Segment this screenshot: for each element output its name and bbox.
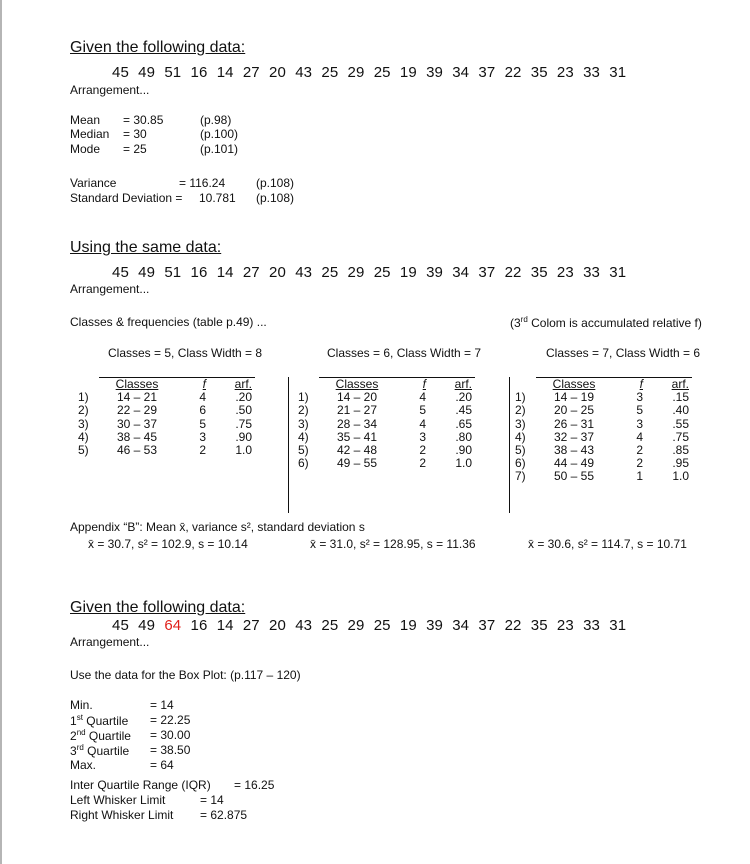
- table-row: [295, 391, 475, 404]
- frequency: 4: [636, 429, 643, 444]
- row-index: 3): [78, 416, 89, 431]
- frequency: 2: [419, 456, 426, 471]
- accum-rel-freq: .40: [672, 403, 689, 418]
- iqr-value: = 16.25: [234, 778, 275, 792]
- boxplot-stat-label: Max.: [70, 758, 97, 772]
- data-value: 31: [609, 64, 627, 81]
- frequency: 3: [636, 416, 643, 431]
- data-value: 51: [164, 64, 182, 81]
- data-value: 49: [138, 64, 156, 81]
- table-header-1: f: [612, 378, 646, 392]
- row-index: 4): [298, 429, 309, 444]
- row-index: 4): [515, 429, 526, 444]
- data-value: 27: [242, 617, 260, 634]
- table-row: [512, 457, 692, 470]
- data-value: 64: [164, 617, 182, 634]
- row-index: 5): [515, 443, 526, 458]
- row-index: 5): [298, 443, 309, 458]
- variance-value: = 116.24: [179, 176, 226, 190]
- data-value: 19: [399, 617, 417, 634]
- class-range: 38 – 43: [553, 443, 595, 458]
- class-range: 46 – 53: [116, 443, 158, 458]
- median-ref: (p.100): [200, 127, 239, 141]
- accum-rel-freq: .80: [455, 429, 472, 444]
- class-range: 22 – 29: [116, 403, 158, 418]
- boxplot-stat-value: = 22.25: [150, 713, 191, 727]
- accum-rel-freq: .15: [672, 390, 689, 405]
- data-value: 33: [583, 264, 600, 281]
- boxplot-stat-value: = 64: [150, 758, 174, 772]
- mean-ref: (p.98): [200, 113, 232, 127]
- table-header-1: f: [395, 378, 429, 392]
- table2-title: Classes = 6, Class Width = 7: [327, 346, 482, 360]
- table-row: [75, 404, 255, 417]
- row-index: 6): [515, 456, 526, 471]
- data-value: 39: [426, 617, 443, 634]
- class-range: 14 – 20: [336, 390, 378, 405]
- data-value: 31: [609, 617, 627, 634]
- data-value: 37: [478, 64, 496, 81]
- frequency: 5: [419, 403, 426, 418]
- accum-rel-freq: 1.0: [235, 443, 252, 458]
- data-value: 51: [164, 264, 182, 281]
- table-row: [512, 431, 692, 444]
- class-range: 21 – 27: [336, 403, 378, 418]
- table-header-0: Classes: [99, 378, 175, 392]
- section1-heading: Given the following data:: [70, 39, 246, 56]
- row-index: 6): [298, 456, 309, 471]
- table-row: [75, 418, 255, 431]
- data-value: 25: [373, 64, 391, 81]
- data-value: 22: [504, 64, 522, 81]
- accum-rel-freq: .65: [455, 416, 472, 431]
- left-whisker-label: Left Whisker Limit: [70, 793, 166, 807]
- data-value: 34: [452, 617, 470, 634]
- frequency: 6: [199, 403, 206, 418]
- data-value: 35: [530, 264, 548, 281]
- classes-intro: Classes & frequencies (table p.49) ...: [70, 315, 267, 329]
- data-value: 23: [556, 264, 574, 281]
- section3-arrangement: Arrangement...: [70, 635, 150, 649]
- boxplot-stat-label: 1st Quartile: [70, 713, 129, 728]
- data-value: 20: [269, 617, 286, 634]
- class-range: 42 – 48: [336, 443, 378, 458]
- data-value: 19: [399, 264, 417, 281]
- data-value: 45: [112, 264, 129, 281]
- data-value: 37: [478, 617, 496, 634]
- variance-ref: (p.108): [256, 176, 295, 190]
- section2-heading: Using the same data:: [70, 239, 222, 256]
- class-range: 20 – 25: [553, 403, 595, 418]
- class-range: 14 – 19: [553, 390, 595, 405]
- boxplot-stat-value: = 30.00: [150, 728, 191, 742]
- frequency: 4: [199, 390, 206, 405]
- class-range: 32 – 37: [553, 429, 595, 444]
- class-range: 14 – 21: [116, 390, 158, 405]
- table-row: [295, 457, 475, 470]
- row-index: 1): [515, 390, 526, 405]
- result-table1: x̄ = 30.7, s² = 102.9, s = 10.14: [88, 537, 248, 551]
- data-value: 22: [504, 617, 522, 634]
- row-index: 4): [78, 429, 89, 444]
- data-value: 29: [347, 264, 365, 281]
- stddev-ref: (p.108): [256, 191, 295, 205]
- data-value: 37: [478, 264, 496, 281]
- row-index: 3): [298, 416, 309, 431]
- table-row: [512, 444, 692, 457]
- table-row: [75, 444, 255, 457]
- class-range: 26 – 31: [553, 416, 595, 431]
- data-value: 45: [112, 64, 129, 81]
- table-row: [512, 391, 692, 404]
- accum-rel-freq: 1.0: [672, 469, 689, 484]
- accum-rel-freq: .90: [455, 443, 472, 458]
- mode-ref: (p.101): [200, 142, 239, 156]
- boxplot-stat-value: = 14: [150, 698, 174, 712]
- data-value: 34: [452, 264, 470, 281]
- section2-arrangement: Arrangement...: [70, 282, 150, 296]
- data-value: 43: [295, 617, 313, 634]
- data-value: 25: [373, 617, 391, 634]
- data-value: 14: [216, 617, 234, 634]
- data-value: 31: [609, 264, 627, 281]
- data-value: 34: [452, 64, 470, 81]
- result-table2: x̄ = 31.0, s² = 128.95, s = 11.36: [310, 537, 476, 551]
- accum-rel-freq: .20: [455, 390, 472, 405]
- accum-rel-freq: .45: [455, 403, 472, 418]
- median-value: = 30: [123, 127, 147, 141]
- data-value: 27: [242, 264, 260, 281]
- data-value: 25: [321, 264, 339, 281]
- boxplot-stat-label: 2nd Quartile: [70, 728, 131, 743]
- data-value: 16: [190, 617, 208, 634]
- row-index: 1): [78, 390, 89, 405]
- table-header-0: Classes: [319, 378, 395, 392]
- iqr-label: Inter Quartile Range (IQR): [70, 778, 211, 792]
- appendix-line: Appendix “B”: Mean x̄, variance s², standard deviation s: [70, 520, 365, 534]
- data-value: 19: [399, 64, 417, 81]
- frequency: 1: [636, 469, 643, 484]
- table-row: [512, 418, 692, 431]
- frequency: 2: [636, 456, 643, 471]
- class-table-7: [512, 377, 692, 484]
- table-row: [75, 391, 255, 404]
- mean-value: = 30.85: [123, 113, 164, 127]
- data-value: 43: [295, 64, 313, 81]
- data-value: 49: [138, 264, 156, 281]
- class-range: 38 – 45: [116, 429, 158, 444]
- row-index: 1): [298, 390, 309, 405]
- data-value: 20: [269, 264, 286, 281]
- row-index: 3): [515, 416, 526, 431]
- data-value: 49: [138, 617, 156, 634]
- row-index: 7): [515, 469, 526, 484]
- table-row: [295, 404, 475, 417]
- data-value: 25: [321, 64, 339, 81]
- frequency: 4: [419, 416, 426, 431]
- data-value: 35: [530, 617, 548, 634]
- frequency: 4: [419, 390, 426, 405]
- data-value: 45: [112, 617, 129, 634]
- table-header-0: Classes: [536, 378, 612, 392]
- data-value: 23: [556, 64, 574, 81]
- median-label: Median: [70, 127, 110, 141]
- class-range: 28 – 34: [336, 416, 378, 431]
- result-table3: x̄ = 30.6, s² = 114.7, s = 10.71: [528, 537, 687, 551]
- frequency: 3: [199, 429, 206, 444]
- table3-title: Classes = 7, Class Width = 6: [546, 346, 701, 360]
- frequency: 5: [636, 403, 643, 418]
- table-row: [512, 404, 692, 417]
- accum-rel-freq: .75: [672, 429, 689, 444]
- table-header-2: arf.: [429, 378, 475, 392]
- row-index: 2): [78, 403, 89, 418]
- data-value: 22: [504, 264, 522, 281]
- section3-heading: Given the following data:: [70, 599, 246, 616]
- variance-label: Variance: [70, 176, 117, 190]
- data-value: 29: [347, 64, 365, 81]
- class-range: 35 – 41: [336, 429, 378, 444]
- class-range: 44 – 49: [553, 456, 595, 471]
- data-value: 14: [216, 64, 234, 81]
- row-index: 2): [298, 403, 309, 418]
- data-value: 25: [321, 617, 339, 634]
- table-header-2: arf.: [209, 378, 255, 392]
- frequency: 5: [199, 416, 206, 431]
- data-value: 33: [583, 64, 600, 81]
- accum-rel-freq: .85: [672, 443, 689, 458]
- boxplot-stat-label: 3rd Quartile: [70, 743, 130, 758]
- frequency: 2: [199, 443, 206, 458]
- accum-rel-freq: .55: [672, 416, 689, 431]
- data-value: 29: [347, 617, 365, 634]
- boxplot-stat-label: Min.: [70, 698, 93, 712]
- accumulated-note: (3rd Colom is accumulated relative f): [510, 315, 702, 330]
- page-left-border: [0, 0, 2, 864]
- table-divider-2: [509, 377, 510, 513]
- frequency: 2: [419, 443, 426, 458]
- table-row: [295, 418, 475, 431]
- section2-dataset: [112, 264, 626, 281]
- class-range: 30 – 37: [116, 416, 158, 431]
- frequency: 3: [419, 429, 426, 444]
- boxplot-stat-value: = 38.50: [150, 743, 191, 757]
- section3-dataset: [112, 617, 626, 634]
- mode-value: = 25: [123, 142, 147, 156]
- data-value: 27: [242, 64, 260, 81]
- right-whisker-value: = 62.875: [200, 808, 248, 822]
- left-whisker-value: = 14: [200, 793, 224, 807]
- data-value: 33: [583, 617, 600, 634]
- table-header-1: f: [175, 378, 209, 392]
- accum-rel-freq: .50: [235, 403, 252, 418]
- mode-label: Mode: [70, 142, 101, 156]
- accum-rel-freq: .75: [235, 416, 252, 431]
- data-value: 20: [269, 64, 286, 81]
- class-table-6: [295, 377, 475, 470]
- class-range: 49 – 55: [336, 456, 378, 471]
- table-row: [295, 444, 475, 457]
- table-row: [512, 470, 692, 483]
- accum-rel-freq: .95: [672, 456, 689, 471]
- data-value: 16: [190, 264, 208, 281]
- stddev-label: Standard Deviation =: [70, 191, 183, 205]
- data-value: 39: [426, 64, 443, 81]
- section1-arrangement: Arrangement...: [70, 83, 150, 97]
- row-index: 5): [78, 443, 89, 458]
- frequency: 3: [636, 390, 643, 405]
- data-value: 23: [556, 617, 574, 634]
- class-table-5: [75, 377, 255, 457]
- table-divider-1: [288, 377, 289, 513]
- data-value: 43: [295, 264, 313, 281]
- accum-rel-freq: 1.0: [455, 456, 472, 471]
- data-value: 35: [530, 64, 548, 81]
- accum-rel-freq: .90: [235, 429, 252, 444]
- accum-rel-freq: .20: [235, 390, 252, 405]
- stddev-value: 10.781: [199, 191, 236, 205]
- data-value: 14: [216, 264, 234, 281]
- table1-title: Classes = 5, Class Width = 8: [108, 346, 263, 360]
- mean-label: Mean: [70, 113, 101, 127]
- table-row: [295, 431, 475, 444]
- frequency: 2: [636, 443, 643, 458]
- data-value: 39: [426, 264, 443, 281]
- right-whisker-label: Right Whisker Limit: [70, 808, 174, 822]
- table-row: [75, 431, 255, 444]
- class-range: 50 – 55: [553, 469, 595, 484]
- table-header-2: arf.: [646, 378, 692, 392]
- boxplot-intro: Use the data for the Box Plot: (p.117 – 120): [70, 668, 301, 682]
- row-index: 2): [515, 403, 526, 418]
- data-value: 25: [373, 264, 391, 281]
- data-value: 16: [190, 64, 208, 81]
- section1-dataset: [112, 64, 626, 81]
